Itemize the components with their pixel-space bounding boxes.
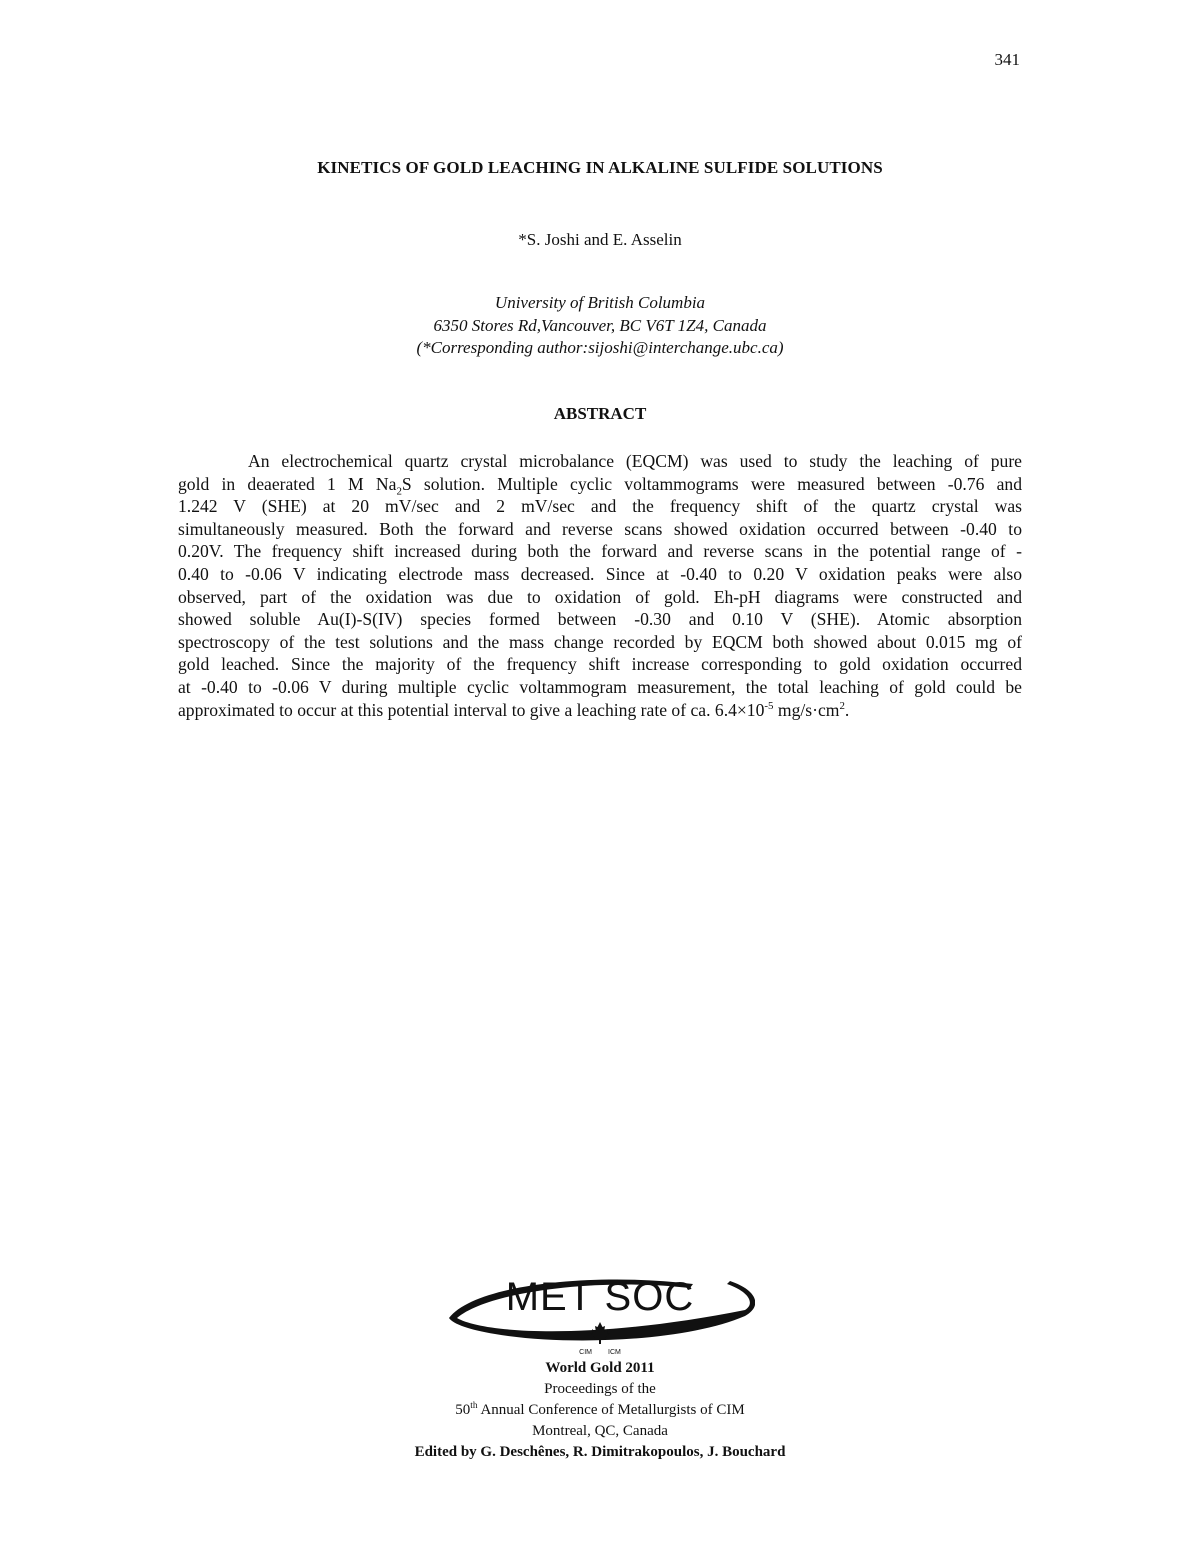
abstract-line: An electrochemical quartz crystal microbalance (EQCM) was used to study the leaching of pure: [248, 451, 1022, 471]
page-number: 341: [994, 50, 1020, 69]
abstract-line: gold in deaerated 1 M $Na_2S$ solution. Multiple cyclic voltammograms were measured between -0.76 and: [178, 473, 1023, 498]
abstract-line: spectroscopy of the test solutions and the mass change recorded by EQCM both showed about 0.015 mg of: [178, 631, 1022, 652]
affiliation: [0, 292, 1200, 360]
paper-title: KINETICS OF GOLD LEACHING IN ALKALINE SULFIDE SOLUTIONS: [317, 158, 883, 177]
affiliation-corresponding: (*Corresponding author:sijoshi@interchange.ubc.ca): [416, 338, 784, 357]
abstract-line: 0.20V. The frequency shift increased during both the forward and reverse scans in the potential range of -: [178, 541, 1022, 562]
abstract-body: [178, 450, 1022, 721]
logo-icm: ICM: [608, 1349, 621, 1356]
logo-cim: CIM: [579, 1349, 592, 1356]
proceedings-label: Proceedings of the: [544, 1381, 656, 1397]
abstract-line: observed, part of the oxidation was due to oxidation of gold. Eh-pH diagrams were constructed and: [178, 586, 1022, 607]
metsoc-logo: [445, 1262, 755, 1357]
footer: [0, 1358, 1200, 1463]
logo-wordmark: MET SOC: [505, 1275, 695, 1319]
conference-name: World Gold 2011: [545, 1360, 655, 1376]
annual-conference: 50th Annual Conference of Metallurgists of CIM: [455, 1401, 745, 1418]
abstract-line: showed soluble Au(I)-S(IV) species formed between -0.30 and 0.10 V (SHE). Atomic absorption: [178, 609, 1022, 630]
authors: *S. Joshi and E. Asselin: [518, 230, 682, 249]
maple-leaf-icon: [590, 1322, 610, 1344]
affiliation-address: 6350 Stores Rd,Vancouver, BC V6T 1Z4, Canada: [433, 315, 767, 335]
conference-location: Montreal, QC, Canada: [532, 1423, 668, 1439]
abstract-line: at -0.40 to -0.06 V during multiple cyclic voltammogram measurement, the total leaching of gold could be: [178, 676, 1022, 697]
abstract-line: gold leached. Since the majority of the frequency shift increase corresponding to gold oxidation occurred: [178, 654, 1022, 675]
abstract-line: 0.40 to -0.06 V indicating electrode mass decreased. Since at -0.40 to 0.20 V oxidation peaks were also: [178, 563, 1022, 584]
editors: Edited by G. Deschênes, R. Dimitrakopoulos, J. Bouchard: [414, 1444, 786, 1460]
abstract-heading: ABSTRACT: [553, 404, 647, 423]
abstract-line: simultaneously measured. Both the forward and reverse scans showed oxidation occurred between -0.40 to: [178, 518, 1022, 539]
abstract-line: approximated to occur at this potential interval to give a leaching rate of ca. $6.4\times 10^{-5}$ $mg/s\cdot cm^2$.: [178, 699, 850, 720]
affiliation-university: University of British Columbia: [494, 293, 706, 312]
abstract-line: 1.242 V (SHE) at 20 mV/sec and 2 mV/sec and the frequency shift of the quartz crystal was: [178, 496, 1022, 517]
